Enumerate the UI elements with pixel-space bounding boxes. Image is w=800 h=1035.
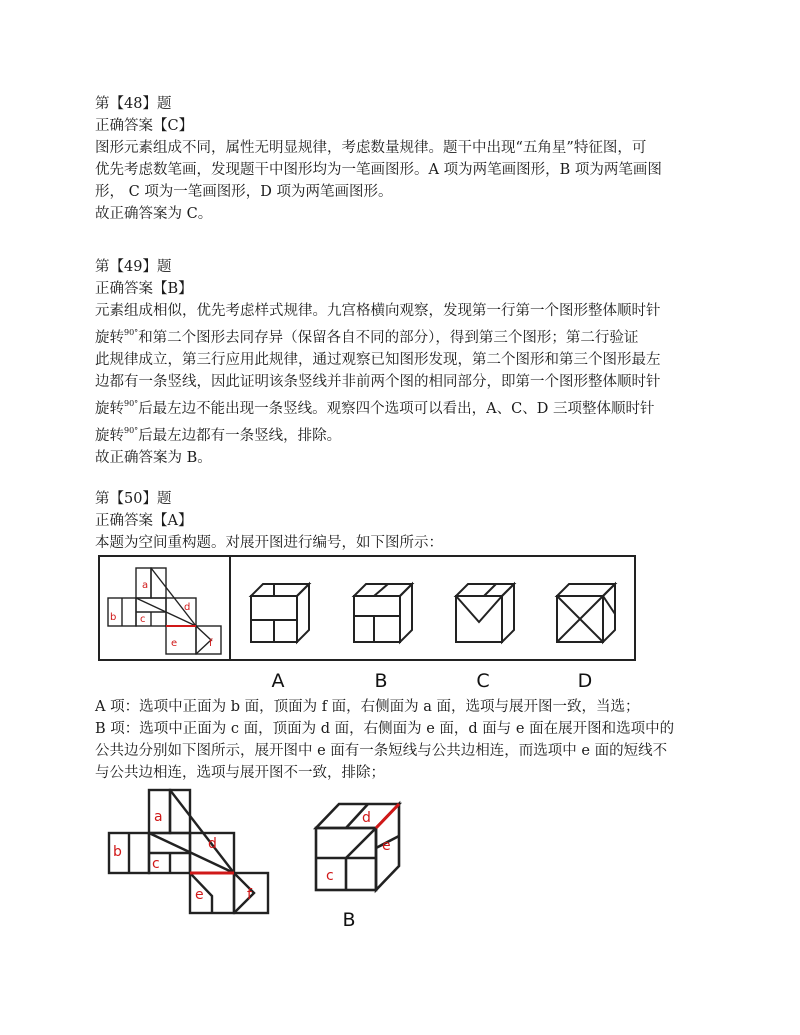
q49-line-2 bbox=[95, 322, 705, 349]
option-label-c: C bbox=[476, 670, 490, 692]
net-label-c: c bbox=[140, 614, 146, 625]
q48-conclusion: 故正确答案为 C。 bbox=[95, 206, 213, 222]
q49-line-1: 元素组成相似，优先考虑样式规律。九宫格横向观察，发现第一行第一个图形整体顺时针 bbox=[95, 303, 661, 319]
fig2-label-f: f bbox=[247, 887, 252, 903]
cube-caption-b: B bbox=[342, 909, 356, 931]
net-detailed bbox=[109, 790, 268, 913]
cube-option-b bbox=[354, 584, 412, 642]
net-label-b: b bbox=[110, 612, 117, 623]
q50-comparison-figure bbox=[100, 786, 430, 936]
q50-answer: 正确答案【A】 bbox=[95, 513, 193, 529]
cube-label-e: e bbox=[382, 838, 391, 854]
fig2-label-e: e bbox=[195, 887, 204, 903]
option-label-b: B bbox=[374, 670, 388, 692]
degree-90: 90° bbox=[124, 426, 139, 435]
q48-line-1: 图形元素组成不同，属性无明显规律，考虑数量规律。题干中出现“五角星”特征图，可 bbox=[95, 140, 647, 156]
option-label-d: D bbox=[577, 670, 593, 692]
net-label-e: e bbox=[171, 638, 178, 649]
q49-line-5 bbox=[95, 393, 705, 420]
cube-label-d: d bbox=[362, 810, 371, 826]
net-label-f: f bbox=[209, 638, 213, 649]
question-49 bbox=[95, 256, 705, 469]
q49-text: 旋转 bbox=[95, 401, 124, 417]
q50-explain-b-1: B 项：选项中正面为 c 面，顶面为 d 面，右侧面为 e 面，d 面与 e 面在展开图和选项中的 bbox=[95, 721, 675, 737]
q49-text: 后最左边不能出现一条竖线。观察四个选项可以看出，A、C、D 三项整体顺时针 bbox=[138, 401, 655, 417]
q50-intro: 本题为空间重构题。对展开图进行编号，如下图所示： bbox=[95, 535, 443, 551]
q49-line-6 bbox=[95, 420, 705, 447]
q49-line-4: 边都有一条竖线，因此证明该条竖线并非前两个图的相同部分，即第一个图形整体顺时针 bbox=[95, 374, 661, 390]
net-label-a: a bbox=[142, 580, 149, 591]
q48-title: 第【48】题 bbox=[95, 96, 172, 112]
cube-option-a bbox=[251, 584, 309, 642]
fig2-label-c: c bbox=[152, 856, 160, 872]
q49-title: 第【49】题 bbox=[95, 259, 172, 275]
q49-text: 旋转 bbox=[95, 428, 124, 444]
question-50 bbox=[95, 488, 705, 554]
q49-text: 旋转 bbox=[95, 330, 124, 346]
unfolded-net bbox=[108, 568, 221, 654]
fig2-label-b: b bbox=[113, 844, 122, 860]
cube-option-d bbox=[557, 584, 615, 642]
q50-explain-b-2: 公共边分别如下图所示，展开图中 e 面有一条短线与公共边相连，而选项中 e 面的短线不 bbox=[95, 743, 668, 759]
q48-line-3: 形， C 项为一笔画图形，D 项为两笔画图形。 bbox=[95, 184, 393, 200]
degree-90: 90° bbox=[124, 328, 139, 337]
q49-line-3: 此规律成立，第三行应用此规律，通过观察已知图形发现，第二个图形和第三个图形最左 bbox=[95, 352, 661, 368]
cube-option-c bbox=[456, 584, 514, 642]
q49-text: 和第二个图形去同存异（保留各自不同的部分），得到第三个图形；第二行验证 bbox=[138, 330, 639, 346]
q50-explain-b-3: 与公共边相连，选项与展开图不一致，排除； bbox=[95, 765, 385, 781]
q50-explanation bbox=[95, 696, 715, 784]
net-label-d: d bbox=[184, 602, 191, 613]
q49-conclusion: 故正确答案为 B。 bbox=[95, 450, 212, 466]
cube-label-c: c bbox=[326, 868, 334, 884]
fig2-label-a: a bbox=[154, 809, 163, 825]
q49-text: 后最左边都有一条竖线，排除。 bbox=[138, 428, 342, 444]
q48-answer: 正确答案【C】 bbox=[95, 118, 194, 134]
option-label-a: A bbox=[271, 670, 285, 692]
fig2-label-d: d bbox=[208, 836, 217, 852]
degree-90: 90° bbox=[124, 399, 139, 408]
q50-options-figure bbox=[98, 554, 636, 696]
q50-explain-a: A 项：选项中正面为 b 面，顶面为 f 面，右侧面为 a 面，选项与展开图一致，当选； bbox=[95, 699, 640, 715]
q48-line-2: 优先考虑数笔画，发现题干中图形均为一笔画图形。A 项为两笔画图形，B 项为两笔画图 bbox=[95, 162, 662, 178]
q50-title: 第【50】题 bbox=[95, 491, 172, 507]
question-48 bbox=[95, 93, 705, 225]
q49-answer: 正确答案【B】 bbox=[95, 281, 193, 297]
